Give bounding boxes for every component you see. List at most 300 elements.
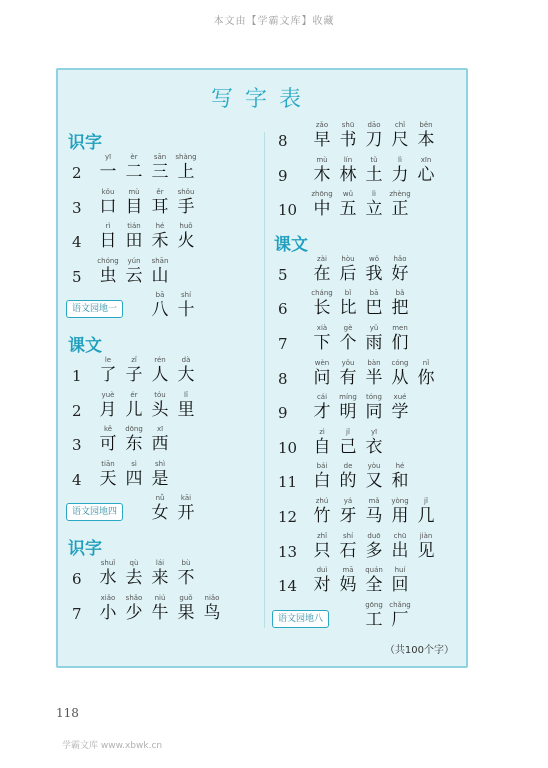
lesson-number: 4 [72,233,82,252]
pinyin: yòu [367,462,381,471]
hanzi: 书 [339,130,357,150]
hanzi: 虫 [99,265,117,286]
pinyin: mù [128,187,140,196]
character-cell [338,254,358,284]
pinyin: zài [317,254,327,263]
section-heading: 课文 [68,336,102,356]
hanzi: 早 [313,130,331,150]
character-cell [338,323,358,353]
character-cell [364,531,384,561]
hanzi: 把 [391,298,409,319]
pinyin: lì [398,155,402,164]
hanzi: 你 [417,367,435,388]
pinyin: yǒu [341,358,355,367]
pinyin: mā [342,566,354,575]
character-cell [338,565,358,595]
character-cell [176,187,196,217]
character-cell [338,189,358,219]
hanzi: 衣 [365,436,383,457]
hanzi: 正 [391,199,409,220]
pinyin: qù [129,559,139,567]
pinyin: èr [130,153,138,161]
lesson-row [58,256,264,290]
character-cell [364,461,384,491]
character-cell [364,600,384,630]
character-group [98,152,196,182]
hanzi: 白 [313,471,331,492]
pinyin: chǐ [394,121,406,129]
lesson-row [264,120,470,154]
hanzi: 牙 [339,506,357,526]
pinyin: bù [181,559,191,567]
hanzi: 竹 [313,506,331,526]
character-cell [150,493,170,523]
character-group [98,424,170,454]
hanzi: 只 [313,540,331,561]
character-cell [150,221,170,251]
character-group [150,493,196,523]
character-cell [338,531,358,561]
character-cell [390,531,410,561]
lesson-number: 6 [278,300,288,319]
character-group [98,355,196,385]
lesson-row [58,355,264,389]
hanzi: 巴 [365,298,383,319]
hanzi: 林 [339,164,357,185]
hanzi: 心 [417,164,435,185]
hanzi: 己 [339,436,357,457]
character-group [98,221,196,251]
pinyin: zhèng [389,190,411,199]
character-cell [416,358,436,388]
hanzi: 又 [365,471,383,492]
character-cell [312,189,332,219]
hanzi: 问 [313,367,331,388]
character-cell [390,120,410,150]
lesson-number: 5 [278,265,288,284]
hanzi: 几 [417,506,435,526]
character-cell [124,221,144,251]
pinyin: hé [395,462,405,471]
hanzi: 大 [177,365,195,385]
lesson-number: 2 [72,164,82,182]
character-cell [98,152,118,182]
hanzi: 出 [391,540,409,561]
footer-watermark: 学霸文库 www.xbwk.cn [62,741,163,751]
character-cell [176,390,196,420]
character-cell [202,593,222,623]
character-cell [124,390,144,420]
character-group [150,290,196,320]
pinyin: hǎo [393,254,407,263]
hanzi: 牛 [151,602,169,623]
character-cell [390,392,410,422]
hanzi: 果 [177,602,195,623]
pinyin: yuè [101,390,115,399]
character-cell [338,288,358,318]
pinyin: shān [151,256,169,265]
character-group [312,120,436,150]
lesson-row [264,461,470,495]
pinyin: de [343,462,353,471]
character-cell [176,221,196,251]
hanzi: 工 [365,609,383,630]
pinyin: tóu [154,390,166,399]
character-cell [98,390,118,420]
pinyin: rén [154,356,166,364]
character-cell [124,558,144,588]
pinyin: běn [419,121,433,129]
lesson-number: 3 [72,198,82,217]
pinyin: men [392,324,408,332]
pinyin: gè [343,324,353,332]
hanzi: 八 [151,300,169,321]
unit-badge: 语文园地一 [66,300,123,318]
character-cell [176,355,196,385]
pinyin: cái [316,393,328,402]
character-group [98,558,196,588]
hanzi: 火 [177,231,195,252]
pinyin: tǔ [370,155,378,164]
lesson-row [264,254,470,288]
character-cell [124,459,144,489]
pinyin: wèn [314,358,330,367]
character-group [312,254,410,284]
character-cell [390,358,410,388]
character-group [312,531,436,561]
hanzi: 土 [365,164,383,185]
character-cell [312,496,332,526]
lesson-row [58,221,264,255]
character-group [98,593,222,623]
pinyin: dōng [125,425,143,434]
character-cell [390,323,410,353]
lesson-row [264,565,470,599]
character-cell [176,593,196,623]
pinyin: lǐ [184,390,188,399]
pinyin: huí [394,566,406,575]
character-cell [312,392,332,422]
character-cell [124,152,144,182]
pinyin: quán [365,566,383,575]
hanzi: 和 [391,471,409,492]
lesson-row [264,323,470,357]
lesson-row [58,290,264,324]
pinyin: jiàn [419,531,433,540]
pinyin: bā [369,289,379,298]
character-cell [176,290,196,320]
character-group [312,155,436,185]
lesson-number: 10 [278,438,298,457]
pinyin: duō [367,531,381,540]
character-cell [98,424,118,454]
hanzi: 天 [99,468,117,489]
pinyin: nǚ [155,494,165,503]
lesson-row [58,390,264,424]
hanzi: 的 [339,471,357,492]
hanzi: 全 [365,575,383,596]
pinyin: cháng [311,289,333,298]
character-group [312,427,384,457]
pinyin: bàn [367,358,381,367]
character-cell [390,155,410,185]
character-cell [390,565,410,595]
unit-badge: 语文园地四 [66,503,123,521]
lesson-number: 5 [72,267,82,286]
hanzi: 自 [313,436,331,457]
lesson-number: 9 [278,404,288,423]
hanzi: 从 [391,367,409,388]
lesson-row [264,392,470,426]
pinyin: zhōng [311,190,333,199]
hanzi: 西 [151,434,169,455]
lesson-row [264,288,470,322]
writing-table-panel [56,68,468,668]
pinyin: lái [155,559,165,567]
section-heading: 识字 [68,133,102,153]
pinyin: jǐ [346,427,350,436]
character-cell [98,221,118,251]
pinyin: bái [316,462,328,471]
pinyin: shū [341,121,355,129]
pinyin: bǐ [344,289,352,298]
hanzi: 田 [125,231,143,252]
pinyin: niú [154,593,166,602]
character-cell [312,358,332,388]
pinyin: yún [127,256,141,265]
character-cell [150,187,170,217]
pinyin: hé [155,222,165,231]
pinyin: wǔ [342,190,354,199]
hanzi: 一 [99,162,117,182]
character-group [98,390,196,420]
pinyin: shí [342,531,354,540]
character-cell [312,155,332,185]
hanzi: 头 [151,399,169,420]
character-cell [124,424,144,454]
character-cell [150,459,170,489]
section-heading: 课文 [274,234,308,255]
hanzi: 目 [125,196,143,217]
lesson-row [58,187,264,221]
pinyin: nǐ [422,358,430,367]
hanzi: 东 [125,434,143,455]
hanzi: 们 [391,333,409,353]
hanzi: 五 [339,199,357,220]
lesson-number: 9 [278,166,288,185]
character-group [312,288,410,318]
pinyin: zǎo [315,121,329,129]
pinyin: chóng [97,256,119,265]
character-cell [150,424,170,454]
character-cell [416,155,436,185]
character-cell [416,531,436,561]
pinyin: shuǐ [100,559,116,567]
character-cell [364,323,384,353]
lesson-row [264,189,470,223]
hanzi: 开 [177,503,195,524]
character-group [98,256,170,286]
pinyin: dà [181,356,191,364]
hanzi: 有 [339,367,357,388]
character-cell [312,427,332,457]
hanzi: 同 [365,402,383,423]
lesson-row [58,593,264,627]
lesson-row [58,493,264,527]
hanzi: 立 [365,199,383,220]
lesson-number: 12 [278,508,298,526]
character-group [98,459,170,489]
character-cell [98,558,118,588]
character-group [312,496,436,526]
character-cell [98,256,118,286]
total-count: （共100个字） [384,645,454,656]
character-group [312,565,410,595]
lesson-number: 14 [278,577,298,596]
lesson-row [58,459,264,493]
lesson-number: 11 [278,473,298,492]
pinyin: jǐ [424,497,428,505]
pinyin: shǎo [125,593,143,602]
pinyin: xué [393,393,407,402]
pinyin: yòng [391,497,409,505]
pinyin: huǒ [179,222,193,231]
character-cell [364,496,384,526]
character-cell [150,355,170,385]
pinyin: míng [339,393,357,402]
character-group [312,461,410,491]
hanzi: 多 [365,540,383,561]
character-cell [150,558,170,588]
hanzi: 四 [125,468,143,489]
character-cell [390,600,410,630]
pinyin: wǒ [368,254,379,263]
hanzi: 回 [391,575,409,596]
character-cell [98,187,118,217]
character-cell [312,254,332,284]
character-cell [364,155,384,185]
character-cell [150,290,170,320]
lesson-number: 4 [72,470,82,489]
hanzi: 尺 [391,130,409,150]
lesson-number: 13 [278,542,298,561]
pinyin: kǒu [101,187,115,196]
pinyin: xīn [420,155,432,164]
hanzi: 力 [391,164,409,185]
hanzi: 在 [313,263,331,284]
hanzi: 马 [365,506,383,526]
character-cell [312,323,332,353]
pinyin: sì [131,459,137,468]
character-cell [312,120,332,150]
hanzi: 少 [125,602,143,623]
pinyin: yá [343,497,353,505]
character-cell [338,392,358,422]
character-group [364,600,410,630]
page-number: 118 [56,706,79,720]
hanzi: 后 [339,263,357,284]
character-cell [338,427,358,457]
pinyin: yī [370,427,378,436]
pinyin: rì [105,222,111,231]
hanzi: 女 [151,503,169,524]
lesson-row [264,531,470,565]
pinyin: ěr [156,187,164,196]
character-cell [416,496,436,526]
top-note: 本文由【学霸文库】收藏 [213,16,335,27]
lesson-row [264,155,470,189]
pinyin: zì [319,427,325,436]
hanzi: 个 [339,333,357,353]
character-cell [390,461,410,491]
pinyin: dāo [367,121,381,129]
character-cell [364,120,384,150]
character-cell [312,288,332,318]
character-cell [364,565,384,595]
character-cell [124,593,144,623]
character-group [312,189,410,219]
character-cell [312,565,332,595]
character-group [98,187,196,217]
character-cell [416,120,436,150]
lesson-row [264,427,470,461]
lesson-row [264,358,470,392]
lesson-number: 7 [278,335,288,353]
character-cell [124,256,144,286]
pinyin: shǒu [177,187,195,196]
hanzi: 才 [313,402,331,423]
character-cell [98,355,118,385]
pinyin: lì [372,190,376,199]
lesson-number: 7 [72,604,82,623]
hanzi: 对 [313,575,331,596]
pinyin: mǎ [368,497,380,505]
hanzi: 口 [99,196,117,217]
lesson-number: 8 [278,132,288,150]
pinyin: tián [127,222,141,231]
hanzi: 水 [99,568,117,588]
section-heading: 识字 [68,539,102,559]
character-group [312,323,410,353]
hanzi: 手 [177,196,195,217]
character-cell [150,256,170,286]
character-cell [312,461,332,491]
hanzi: 小 [99,602,117,623]
pinyin: le [104,356,112,364]
character-cell [176,152,196,182]
hanzi: 比 [339,298,357,319]
hanzi: 儿 [125,399,143,420]
character-cell [98,593,118,623]
character-cell [124,355,144,385]
character-cell [338,120,358,150]
lesson-number: 10 [278,201,298,220]
pinyin: zǐ [131,356,137,364]
pinyin: guǒ [179,593,193,602]
hanzi: 本 [417,130,435,150]
pinyin: zhǐ [316,531,328,540]
pinyin: cóng [391,358,409,367]
character-cell [150,390,170,420]
hanzi: 来 [151,568,169,588]
pinyin: shàng [175,153,197,161]
character-cell [338,358,358,388]
character-cell [390,288,410,318]
hanzi: 了 [99,365,117,385]
character-cell [364,254,384,284]
character-cell [364,358,384,388]
hanzi: 云 [125,265,143,286]
